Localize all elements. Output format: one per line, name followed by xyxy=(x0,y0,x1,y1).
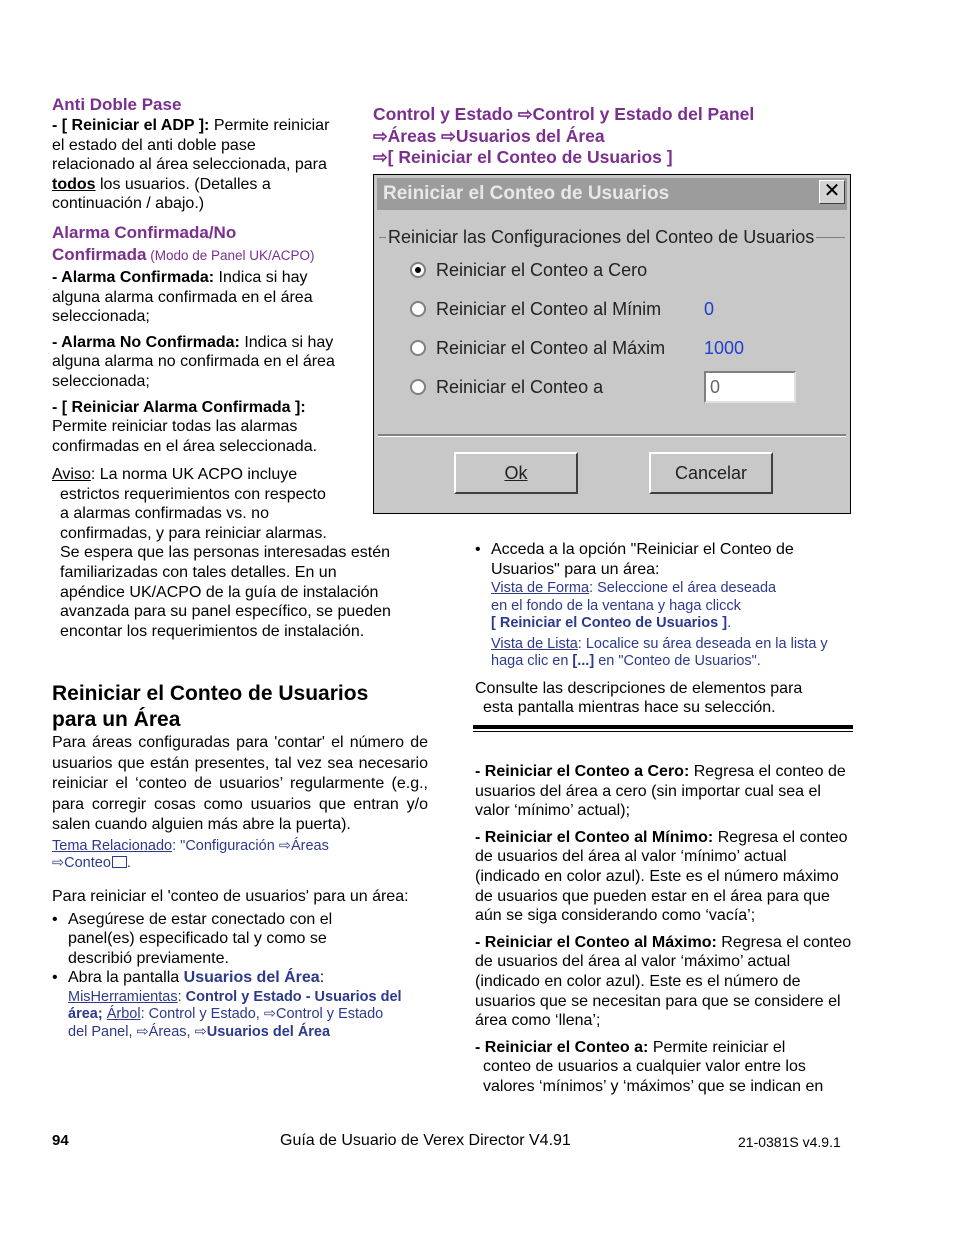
radio-reset-custom[interactable]: Reiniciar el Conteo a xyxy=(410,377,603,398)
dialog-separator xyxy=(378,434,846,437)
alarma-no-confirmada-item: - Alarma No Confirmada: Indica si hay alguna alarma no confirmada en el área seleccionada; xyxy=(52,333,335,390)
access-section xyxy=(475,540,855,718)
alarma-heading: Alarma Confirmada/No Confirmada (Modo de Panel UK/ACPO) xyxy=(52,223,315,264)
item-reset-min: - Reiniciar el Conteo al Mínimo: Regresa el conteo de usuarios del área al valor ‘mínimo’ actual (indicado en color azul). Este es el número máximo de usuarios que pueden estar en el área para que aún se siga considerando como ‘vacía’; xyxy=(475,828,848,925)
aviso-label: Aviso xyxy=(52,466,91,483)
related-topic: Tema Relacionado: "Configuración ⇨Áreas ⇨Conteo . xyxy=(52,837,329,872)
related-topic-link[interactable]: Tema Relacionado xyxy=(52,837,173,854)
page-number: 94 xyxy=(52,1132,69,1149)
close-icon[interactable]: ✕ xyxy=(819,180,845,204)
steps-list xyxy=(52,910,428,1042)
divider-thick xyxy=(473,725,853,729)
items-description xyxy=(475,762,853,1097)
divider-thin xyxy=(473,731,853,732)
arbol-link[interactable]: Árbol xyxy=(106,1006,141,1023)
custom-count-input[interactable]: 0 xyxy=(704,371,796,403)
radio-reset-zero[interactable]: Reiniciar el Conteo a Cero xyxy=(410,260,647,281)
ok-button[interactable]: Ok xyxy=(454,452,578,494)
alarma-section xyxy=(52,222,428,456)
dialog-title: Reiniciar el Conteo de Usuarios xyxy=(377,178,847,210)
reiniciar-conteo-section xyxy=(52,681,428,1041)
doc-code: 21-0381S v4.9.1 xyxy=(738,1134,841,1150)
section-paragraph: Para áreas configuradas para 'contar' el número de usuarios que están presentes, tal vez sea necesario reiniciar el ‘conteo de usuarios’ regularmente (e.g., para corregir cosas como usuarios que entran y/o salen cuando alguien más abre la puerta). xyxy=(52,734,428,834)
step-connect: • Asegúrese de estar conectado con el panel(es) especificado tal y como se describió previamente. xyxy=(68,910,368,969)
folder-icon xyxy=(112,856,127,868)
navigation-path: Control y Estado ⇨Control y Estado del Panel ⇨Áreas ⇨Usuarios del Área ⇨[ Reiniciar el Conteo de Usuarios ] xyxy=(373,104,755,167)
cancel-button[interactable]: Cancelar xyxy=(649,452,773,494)
radio-selected-icon[interactable] xyxy=(410,262,426,278)
dialog-group-label: Reiniciar las Configuraciones del Conteo de Usuarios xyxy=(388,227,815,247)
footer-title: Guía de Usuario de Verex Director V4.91 xyxy=(280,1132,571,1149)
intro-text: Para reiniciar el 'conteo de usuarios' para un área: xyxy=(52,887,409,905)
consult-note: Consulte las descripciones de elementos para esta pantalla mientras hace su selección. xyxy=(475,679,803,717)
reiniciar-adp-label: - [ Reiniciar el ADP ]: xyxy=(52,117,210,134)
alarma-confirmada-item: - Alarma Confirmada: Indica si hay alguna alarma confirmada en el área seleccionada; xyxy=(52,269,313,326)
anti-doble-pase-heading: Anti Doble Pase xyxy=(52,95,182,114)
item-reset-max: - Reiniciar el Conteo al Máximo: Regresa el conteo de usuarios del área al valor ‘máximo’ actual (indicado en color azul). Este es el número de usuarios que se necesitan para que se considere el área como ‘llena’; xyxy=(475,933,852,1030)
anti-doble-pase-section: Anti Doble Pase - [ Reiniciar el ADP ]: Permite reiniciar el estado del anti doble pase relacionado al área seleccionada, para todos los usuarios. (Detalles a continuación / abajo.) xyxy=(52,94,428,214)
radio-icon[interactable] xyxy=(410,379,426,395)
vista-lista-link[interactable]: Vista de Lista xyxy=(491,635,578,652)
reiniciar-alarma-item: - [ Reiniciar Alarma Confirmada ]: Permite reiniciar todas las alarmas confirmadas en el área seleccionada. xyxy=(52,398,318,455)
section-title: Reiniciar el Conteo de Usuarios para un Área xyxy=(52,682,369,731)
radio-icon[interactable] xyxy=(410,340,426,356)
misherramientas-link[interactable]: MisHerramientas xyxy=(68,988,178,1005)
item-reset-zero: - Reiniciar el Conteo a Cero: Regresa el conteo de usuarios del área a cero (sin importar cual sea el valor ‘mínimo’ actual); xyxy=(475,763,846,820)
aviso-note: Aviso: La norma UK ACPO incluye estrictos requerimientos con respecto a alarmas confirmadas vs. no confirmadas, y para reiniciar alarmas. Se espera que las personas interesadas estén familiarizadas con tales detalles. En un apéndice UK/ACPO de la guía de instalación avanzada para su panel específico, se pueden encontar los requerimientos de instalación. xyxy=(52,466,391,640)
vista-forma-link[interactable]: Vista de Forma xyxy=(491,580,590,597)
radio-reset-max[interactable]: Reiniciar el Conteo al Máxim xyxy=(410,338,665,359)
reset-count-dialog xyxy=(373,174,851,514)
min-value: 0 xyxy=(704,299,715,319)
step-open-screen: • Abra la pantalla Usuarios del Área: MisHerramientas: Control y Estado - Usuarios del área; Árbol: Control y Estado, ⇨Control y Estado del Panel, ⇨Áreas, ⇨Usuarios del Área xyxy=(68,968,428,1041)
radio-reset-min[interactable]: Reiniciar el Conteo al Mínim xyxy=(410,299,661,320)
todos-emphasis: todos xyxy=(52,175,96,193)
max-value: 1000 xyxy=(704,338,745,358)
access-bullet: • Acceda a la opción "Reiniciar el Conteo de Usuarios" para un área: Vista de Forma: Seleccione el área deseada en el fondo de la ventana y haga clicck [ Reiniciar el Conteo de Usuarios ]. Vista de Lista: Localice su área deseada en la lista y haga clic en [...] en "Conteo de Usuarios". xyxy=(491,540,855,671)
radio-icon[interactable] xyxy=(410,301,426,317)
item-reset-custom: - Reiniciar el Conteo a: Permite reiniciar el conteo de usuarios a cualquier valor entre los valores ‘mínimos’ y ‘máximos’ que se indican en xyxy=(475,1038,824,1095)
